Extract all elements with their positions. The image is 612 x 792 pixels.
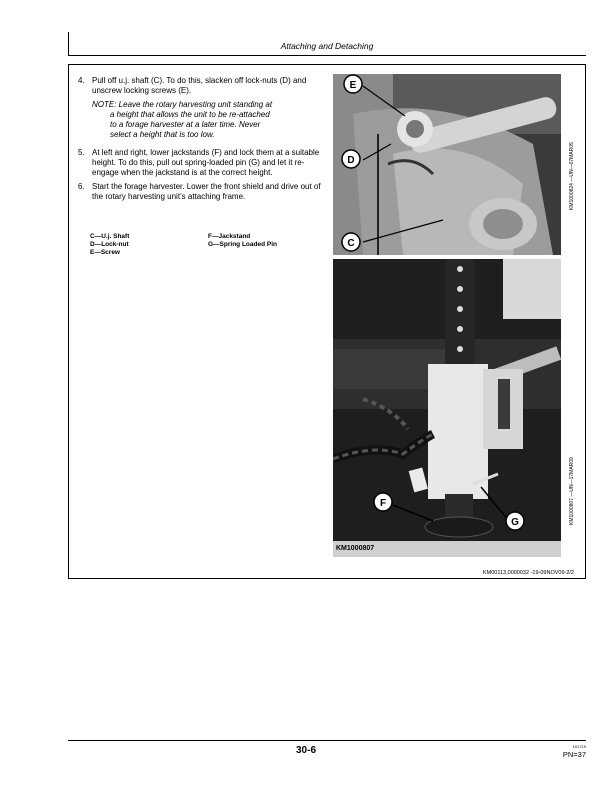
legend-item: G—Spring Loaded Pin [208, 241, 277, 248]
step-4 [78, 76, 326, 96]
legend-column-left [90, 233, 129, 257]
step-text: Pull off u.j. shaft (C). To do this, slacken off lock-nuts (D) and unscrew locking screws (E). [92, 76, 307, 95]
callout-f: F [379, 498, 387, 509]
photo-side-label: KM1000807 —UN—17MAR09 [569, 457, 575, 525]
step-text: Start the forage harvester. Lower the front shield and drive out of the rotary harvesting unit’s attaching frame. [92, 182, 321, 201]
footer-pn: PN=37 [562, 750, 586, 759]
note-line: select a height that is too low. [110, 130, 215, 139]
note-line: NOTE: Leave the rotary harvesting unit standing at [92, 100, 273, 109]
photo-side-label: KM1000824 —UN—07MAR05 [569, 142, 575, 210]
note-line: to a forage harvester at a later time. Never [110, 120, 261, 129]
legend-item: C—U.j. Shaft [90, 233, 130, 240]
photo-uj-shaft [333, 74, 561, 255]
legend-item: D—Lock-nut [90, 241, 129, 248]
callout-d: D [347, 155, 355, 166]
header-rule [68, 55, 586, 56]
photo-uj-shaft-illustration [333, 74, 561, 255]
note-line: a height that allows the unit to be re-attached [110, 110, 270, 119]
photo-jackstand-illustration [333, 259, 561, 557]
callout-g: G [511, 517, 519, 528]
legend-column-right [208, 233, 277, 249]
step-6 [78, 182, 326, 202]
callout-e: E [349, 80, 357, 91]
legend-item: F—Jackstand [208, 233, 251, 240]
step-number: 4. [78, 76, 85, 85]
photo-caption: KM1000807 [336, 545, 375, 552]
step-number: 6. [78, 182, 85, 191]
step-number: 5. [78, 148, 85, 157]
page-number: 30-6 [295, 745, 316, 756]
footer-code: 101719 [572, 744, 586, 749]
reference-code: KM00113,0000032 -19-09NOV09-2/2 [482, 570, 574, 576]
step-5 [78, 148, 326, 178]
footer-rule [68, 740, 586, 741]
step-text: At left and right, lower jackstands (F) and lock them at a suitable height. To do this, pull out spring-loaded pin (G) and let it re-engage when the jackstand is at the correct height. [92, 148, 320, 177]
callout-c: C [347, 238, 355, 249]
section-title: Attaching and Detaching [280, 41, 374, 51]
photo-jackstand [333, 259, 561, 557]
instruction-steps [78, 76, 326, 206]
legend-item: E—Screw [90, 249, 120, 256]
note [78, 100, 326, 140]
